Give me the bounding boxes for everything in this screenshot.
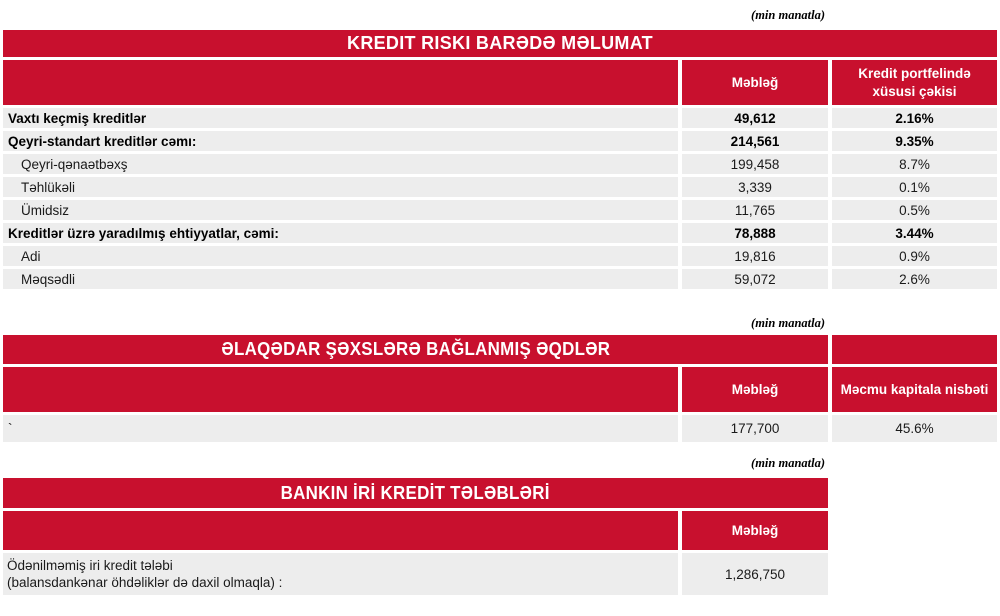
row-amount-ordinary: 19,816 [682, 246, 828, 266]
large-credits-row-label-line1: Ödənilməmiş iri kredit tələbi [7, 558, 173, 573]
large-credits-header-spacer [3, 511, 678, 550]
large-credits-title-text: BANKIN İRİ KREDİT TƏLƏBLƏRİ [280, 482, 551, 503]
large-credits-row-label [3, 553, 678, 595]
related-parties-table [3, 335, 997, 442]
row-share-overdue-credits: 2.16% [832, 108, 997, 128]
related-parties-table-title [3, 335, 828, 364]
row-amount-targeted: 59,072 [682, 269, 828, 289]
row-share-ordinary: 0.9% [832, 246, 997, 266]
row-share-dangerous: 0.1% [832, 177, 997, 197]
credit-risk-header-share: Kredit portfelində xüsusi çəkisi [832, 60, 997, 105]
row-share-unsatisfactory: 8.7% [832, 154, 997, 174]
unit-note-large-credits: (min manatla) [751, 456, 825, 470]
related-parties-header-spacer [3, 367, 678, 412]
row-share-nonstandard-total: 9.35% [832, 131, 997, 151]
credit-risk-table [3, 30, 997, 289]
related-parties-row-label: ` [3, 415, 678, 442]
large-credits-row-amount: 1,286,750 [682, 553, 828, 595]
row-amount-unsatisfactory: 199,458 [682, 154, 828, 174]
unit-note-credit-risk: (min manatla) [751, 8, 825, 22]
credit-risk-header-amount: Məbləğ [682, 60, 828, 105]
row-label-ordinary: Adi [3, 246, 678, 266]
large-credits-header-amount: Məbləğ [682, 511, 828, 550]
related-parties-header-amount: Məbləğ [682, 367, 828, 412]
row-label-targeted: Məqsədli [3, 269, 678, 289]
row-label-nonstandard-total: Qeyri-standart kreditlər cəmı: [3, 131, 678, 151]
related-parties-row-ratio: 45.6% [832, 415, 997, 442]
credit-risk-table-title: KREDIT RISKI BARƏDƏ MƏLUMAT [3, 30, 997, 57]
row-label-reserves-total: Kreditlər üzrə yaradılmış ehtiyyatlar, cəmi: [3, 223, 678, 243]
row-share-targeted: 2.6% [832, 269, 997, 289]
row-label-dangerous: Təhlükəli [3, 177, 678, 197]
related-parties-row-amount: 177,700 [682, 415, 828, 442]
related-parties-header-ratio: Məcmu kapitala nisbəti [832, 367, 997, 412]
row-label-unsatisfactory: Qeyri-qənaətbəxş [3, 154, 678, 174]
row-share-hopeless: 0.5% [832, 200, 997, 220]
row-label-overdue-credits: Vaxtı keçmiş kreditlər [3, 108, 678, 128]
row-amount-nonstandard-total: 214,561 [682, 131, 828, 151]
unit-note-related-parties: (min manatla) [751, 316, 825, 330]
row-amount-hopeless: 11,765 [682, 200, 828, 220]
row-share-reserves-total: 3.44% [832, 223, 997, 243]
row-amount-dangerous: 3,339 [682, 177, 828, 197]
related-parties-title-right-cap [832, 335, 997, 364]
row-amount-reserves-total: 78,888 [682, 223, 828, 243]
credit-risk-header-spacer [3, 60, 678, 105]
row-amount-overdue-credits: 49,612 [682, 108, 828, 128]
related-parties-title-text: ƏLAQƏDAR ŞƏXSLƏRƏ BAĞLANMIŞ ƏQDLƏR [221, 339, 610, 359]
large-credits-table-title [3, 478, 828, 508]
large-credits-table [3, 478, 828, 595]
large-credits-row-label-line2: (balansdankənar öhdəliklər də daxil olmaqla) : [7, 575, 283, 590]
row-label-hopeless: Ümidsiz [3, 200, 678, 220]
